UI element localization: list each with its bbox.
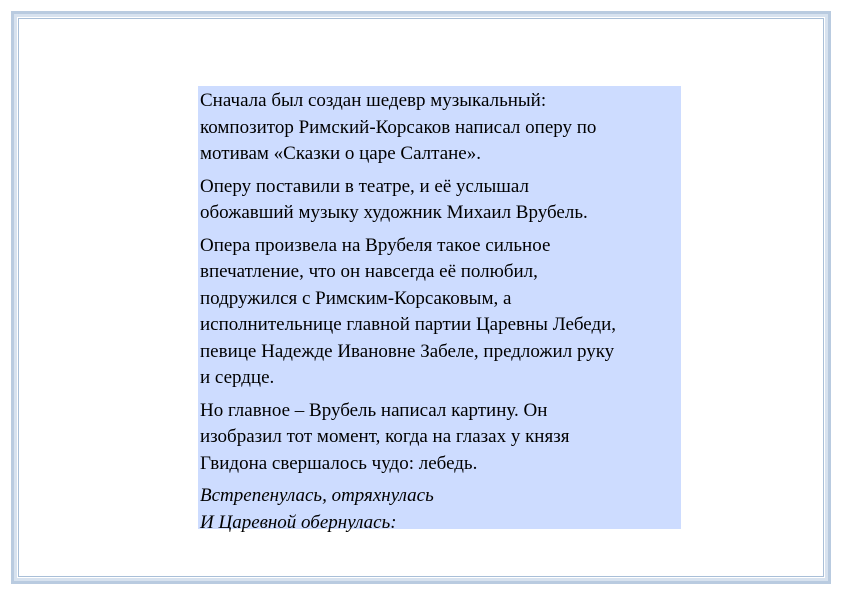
text-line: Гвидона свершалось чудо: лебедь.	[200, 452, 478, 474]
text-line: Опера произвела на Врубеля такое сильное	[200, 234, 551, 256]
text-line: и сердце.	[200, 367, 275, 388]
verse-quote	[200, 483, 679, 536]
verse-line: Встрепенулась, отряхнулась	[200, 485, 434, 506]
text-line: исполнительнице главной партии Царевны Лебеди,	[200, 314, 617, 335]
text-line: Но главное – Врубель написал картину. Он	[200, 399, 548, 421]
text-line: впечатление, что он навсегда её полюбил,	[200, 261, 538, 282]
text-line: певице Надежде Ивановне Забеле, предложил руку	[200, 340, 615, 362]
paragraph-painting	[200, 398, 679, 478]
text-line: композитор Римский-Корсаков написал оперу по	[200, 116, 597, 138]
story-text-box	[198, 86, 681, 533]
paragraph-vrubel-impression	[200, 233, 679, 392]
verse-line: И Царевной обернулась:	[200, 511, 397, 533]
text-line: изобразил тот момент, когда на глазах у князя	[200, 426, 570, 447]
text-line: мотивам «Сказки о царе Салтане».	[200, 143, 481, 164]
paragraph-opera-created	[200, 88, 679, 168]
paragraph-opera-staged	[200, 174, 679, 227]
text-line: Сначала был создан шедевр музыкальный:	[200, 90, 547, 111]
text-line: обожавший музыку художник Михаил Врубель.	[200, 202, 588, 223]
text-line: Оперу поставили в театре, и её услышал	[200, 175, 529, 197]
text-line: подружился с Римским-Корсаковым, а	[200, 287, 512, 309]
